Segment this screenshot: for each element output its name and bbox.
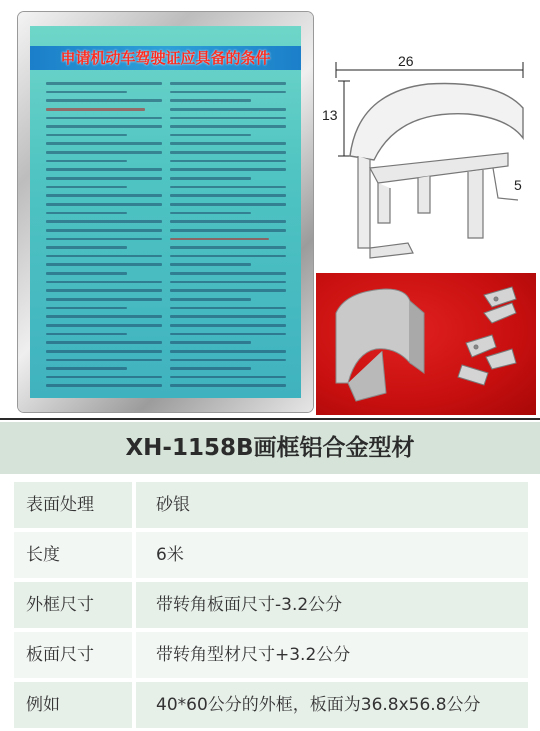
- spec-label: 长度: [14, 532, 132, 578]
- spec-row-panel-size: [0, 630, 540, 680]
- poster-board: [30, 26, 301, 398]
- dimension-height-label: 13: [322, 107, 338, 123]
- spec-value: 6米: [136, 532, 528, 578]
- spec-label: 表面处理: [14, 482, 132, 528]
- spec-value: 砂银: [136, 482, 528, 528]
- spec-row-outer-frame: [0, 580, 540, 630]
- spec-row-surface: [0, 480, 540, 530]
- dimension-lip-label: 5: [514, 177, 522, 193]
- spec-value: 带转角板面尺寸-3.2公分: [136, 582, 528, 628]
- spec-label: 板面尺寸: [14, 632, 132, 678]
- poster-body-text: [46, 82, 286, 387]
- spec-row-length: [0, 530, 540, 580]
- poster-text-column-right: [170, 82, 286, 387]
- product-photo: [316, 273, 536, 415]
- profile-and-corner-parts-photo: [316, 273, 536, 415]
- spec-value: 40*60公分的外框，板面为36.8x56.8公分: [136, 682, 528, 728]
- spec-label: 外框尺寸: [14, 582, 132, 628]
- spec-value: 带转角型材尺寸+3.2公分: [136, 632, 528, 678]
- spec-row-example: [0, 680, 540, 730]
- spec-label: 例如: [14, 682, 132, 728]
- product-title: XH-1158B画框铝合金型材: [0, 422, 540, 474]
- poster-text-column-left: [46, 82, 162, 387]
- spec-table: [0, 422, 540, 731]
- section-divider: [0, 418, 540, 420]
- profile-cross-section-drawing: [318, 48, 533, 268]
- poster-title: 申请机动车驾驶证应具备的条件: [30, 46, 301, 70]
- dimension-width-label: 26: [398, 53, 414, 69]
